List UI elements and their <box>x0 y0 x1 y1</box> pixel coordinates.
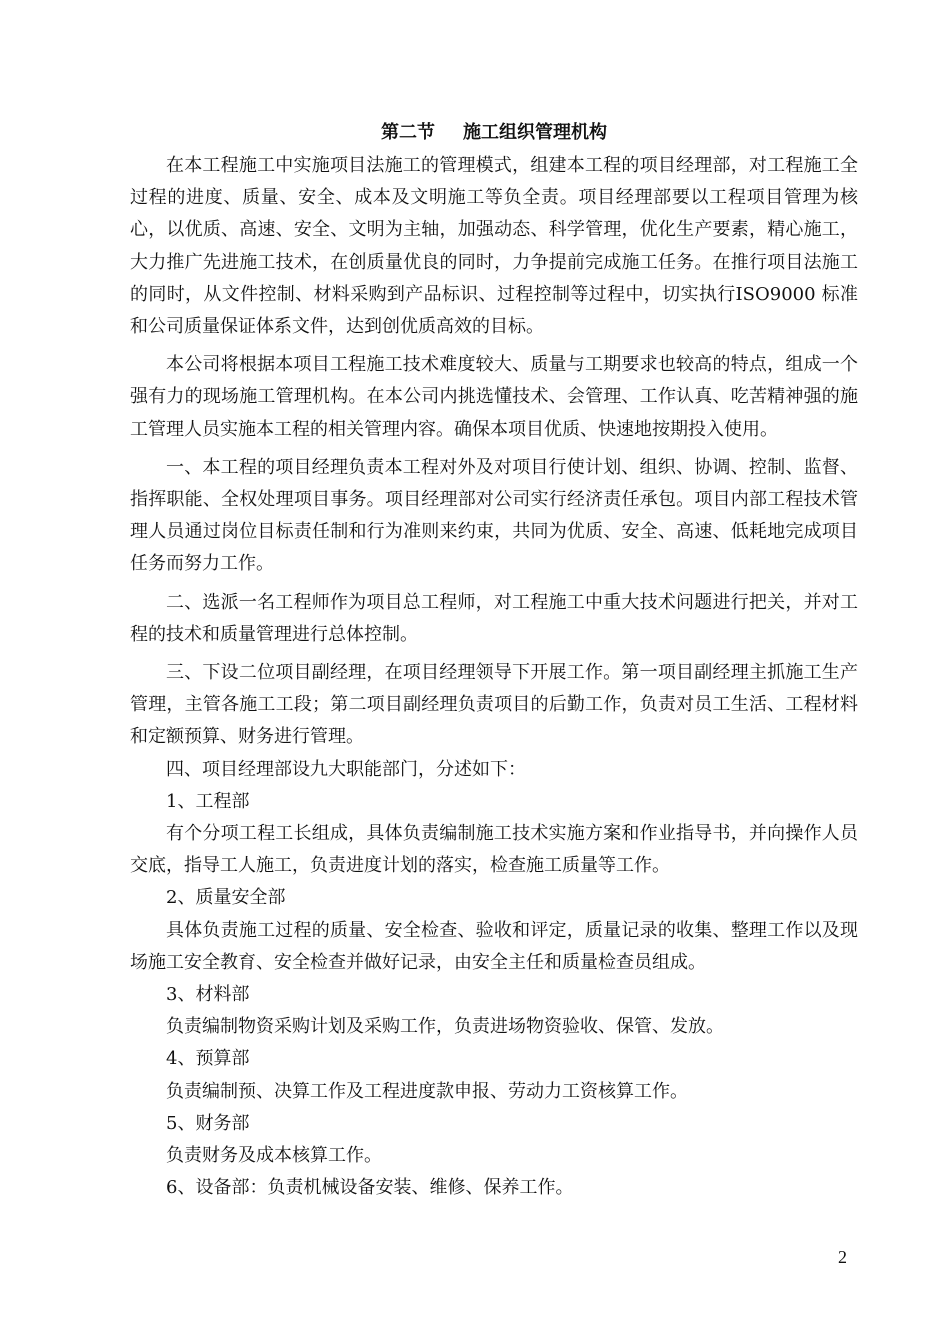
paragraph-item-1: 一、本工程的项目经理负责本工程对外及对项目行使计划、组织、协调、控制、监督、指挥职能、全权处理项目事务。项目经理部对公司实行经济责任承包。项目内部工程技术管理人员通过岗位目标责任制和行为准则来约束，共同为优质、安全、高速、低耗地完成项目任务而努力工作。 <box>130 456 858 575</box>
dept-heading-budget: 4、预算部 <box>166 1048 250 1070</box>
document-body <box>130 150 858 1205</box>
page-number: 2 <box>838 1247 847 1267</box>
paragraph-intro: 在本工程施工中实施项目法施工的管理模式，组建本工程的项目经理部，对工程施工全过程的进度、质量、安全、成本及文明施工等负全责。项目经理部要以工程项目管理为核心，以优质、高速、安全、文明为主轴，加强动态、科学管理，优化生产要素，精心施工，大力推广先进施工技术，在创质量优良的同时，力争提前完成施工任务。在推行项目法施工的同时，从文件控制、材料采购到产品标识、过程控制等过程中，切实执行ISO9000 标准和公司质量保证体系文件，达到创优质高效的目标。 <box>130 155 858 338</box>
dept-desc-engineering: 有个分项工程工长组成，具体负责编制施工技术实施方案和作业指导书，并向操作人员交底，指导工人施工，负责进度计划的落实，检查施工质量等工作。 <box>130 823 858 877</box>
paragraph-item-2: 二、选派一名工程师作为项目总工程师，对工程施工中重大技术问题进行把关，并对工程的技术和质量管理进行总体控制。 <box>130 591 858 645</box>
paragraph-item-4: 四、项目经理部设九大职能部门，分述如下： <box>166 758 526 780</box>
paragraph-company: 本公司将根据本项目工程施工技术难度较大、质量与工期要求也较高的特点，组成一个强有力的现场施工管理机构。在本公司内挑选懂技术、会管理、工作认真、吃苦精神强的施工管理人员实施本工程的相关管理内容。确保本项目优质、快速地按期投入使用。 <box>130 354 858 440</box>
dept-desc-quality-safety: 具体负责施工过程的质量、安全检查、验收和评定，质量记录的收集、整理工作以及现场施工安全教育、安全检查并做好记录，由安全主任和质量检查员组成。 <box>130 919 858 973</box>
dept-equipment: 6、设备部：负责机械设备安装、维修、保养工作。 <box>166 1177 574 1199</box>
dept-desc-materials: 负责编制物资采购计划及采购工作，负责进场物资验收、保管、发放。 <box>166 1016 724 1038</box>
section-heading: 施工组织管理机构 <box>463 122 607 143</box>
dept-heading-finance: 5、财务部 <box>166 1112 250 1134</box>
dept-heading-engineering: 1、工程部 <box>166 790 250 812</box>
dept-desc-finance: 负责财务及成本核算工作。 <box>166 1145 382 1167</box>
dept-desc-budget: 负责编制预、决算工作及工程进度款申报、劳动力工资核算工作。 <box>166 1080 688 1102</box>
dept-heading-materials: 3、材料部 <box>166 984 250 1006</box>
section-title <box>130 118 858 148</box>
dept-heading-quality-safety: 2、质量安全部 <box>166 887 286 909</box>
paragraph-item-3: 三、下设二位项目副经理，在项目经理领导下开展工作。第一项目副经理主抓施工生产管理，主管各施工工段；第二项目副经理负责项目的后勤工作，负责对员工生活、工程材料和定额预算、财务进行管理。 <box>130 662 858 748</box>
section-number: 第二节 <box>381 122 435 143</box>
